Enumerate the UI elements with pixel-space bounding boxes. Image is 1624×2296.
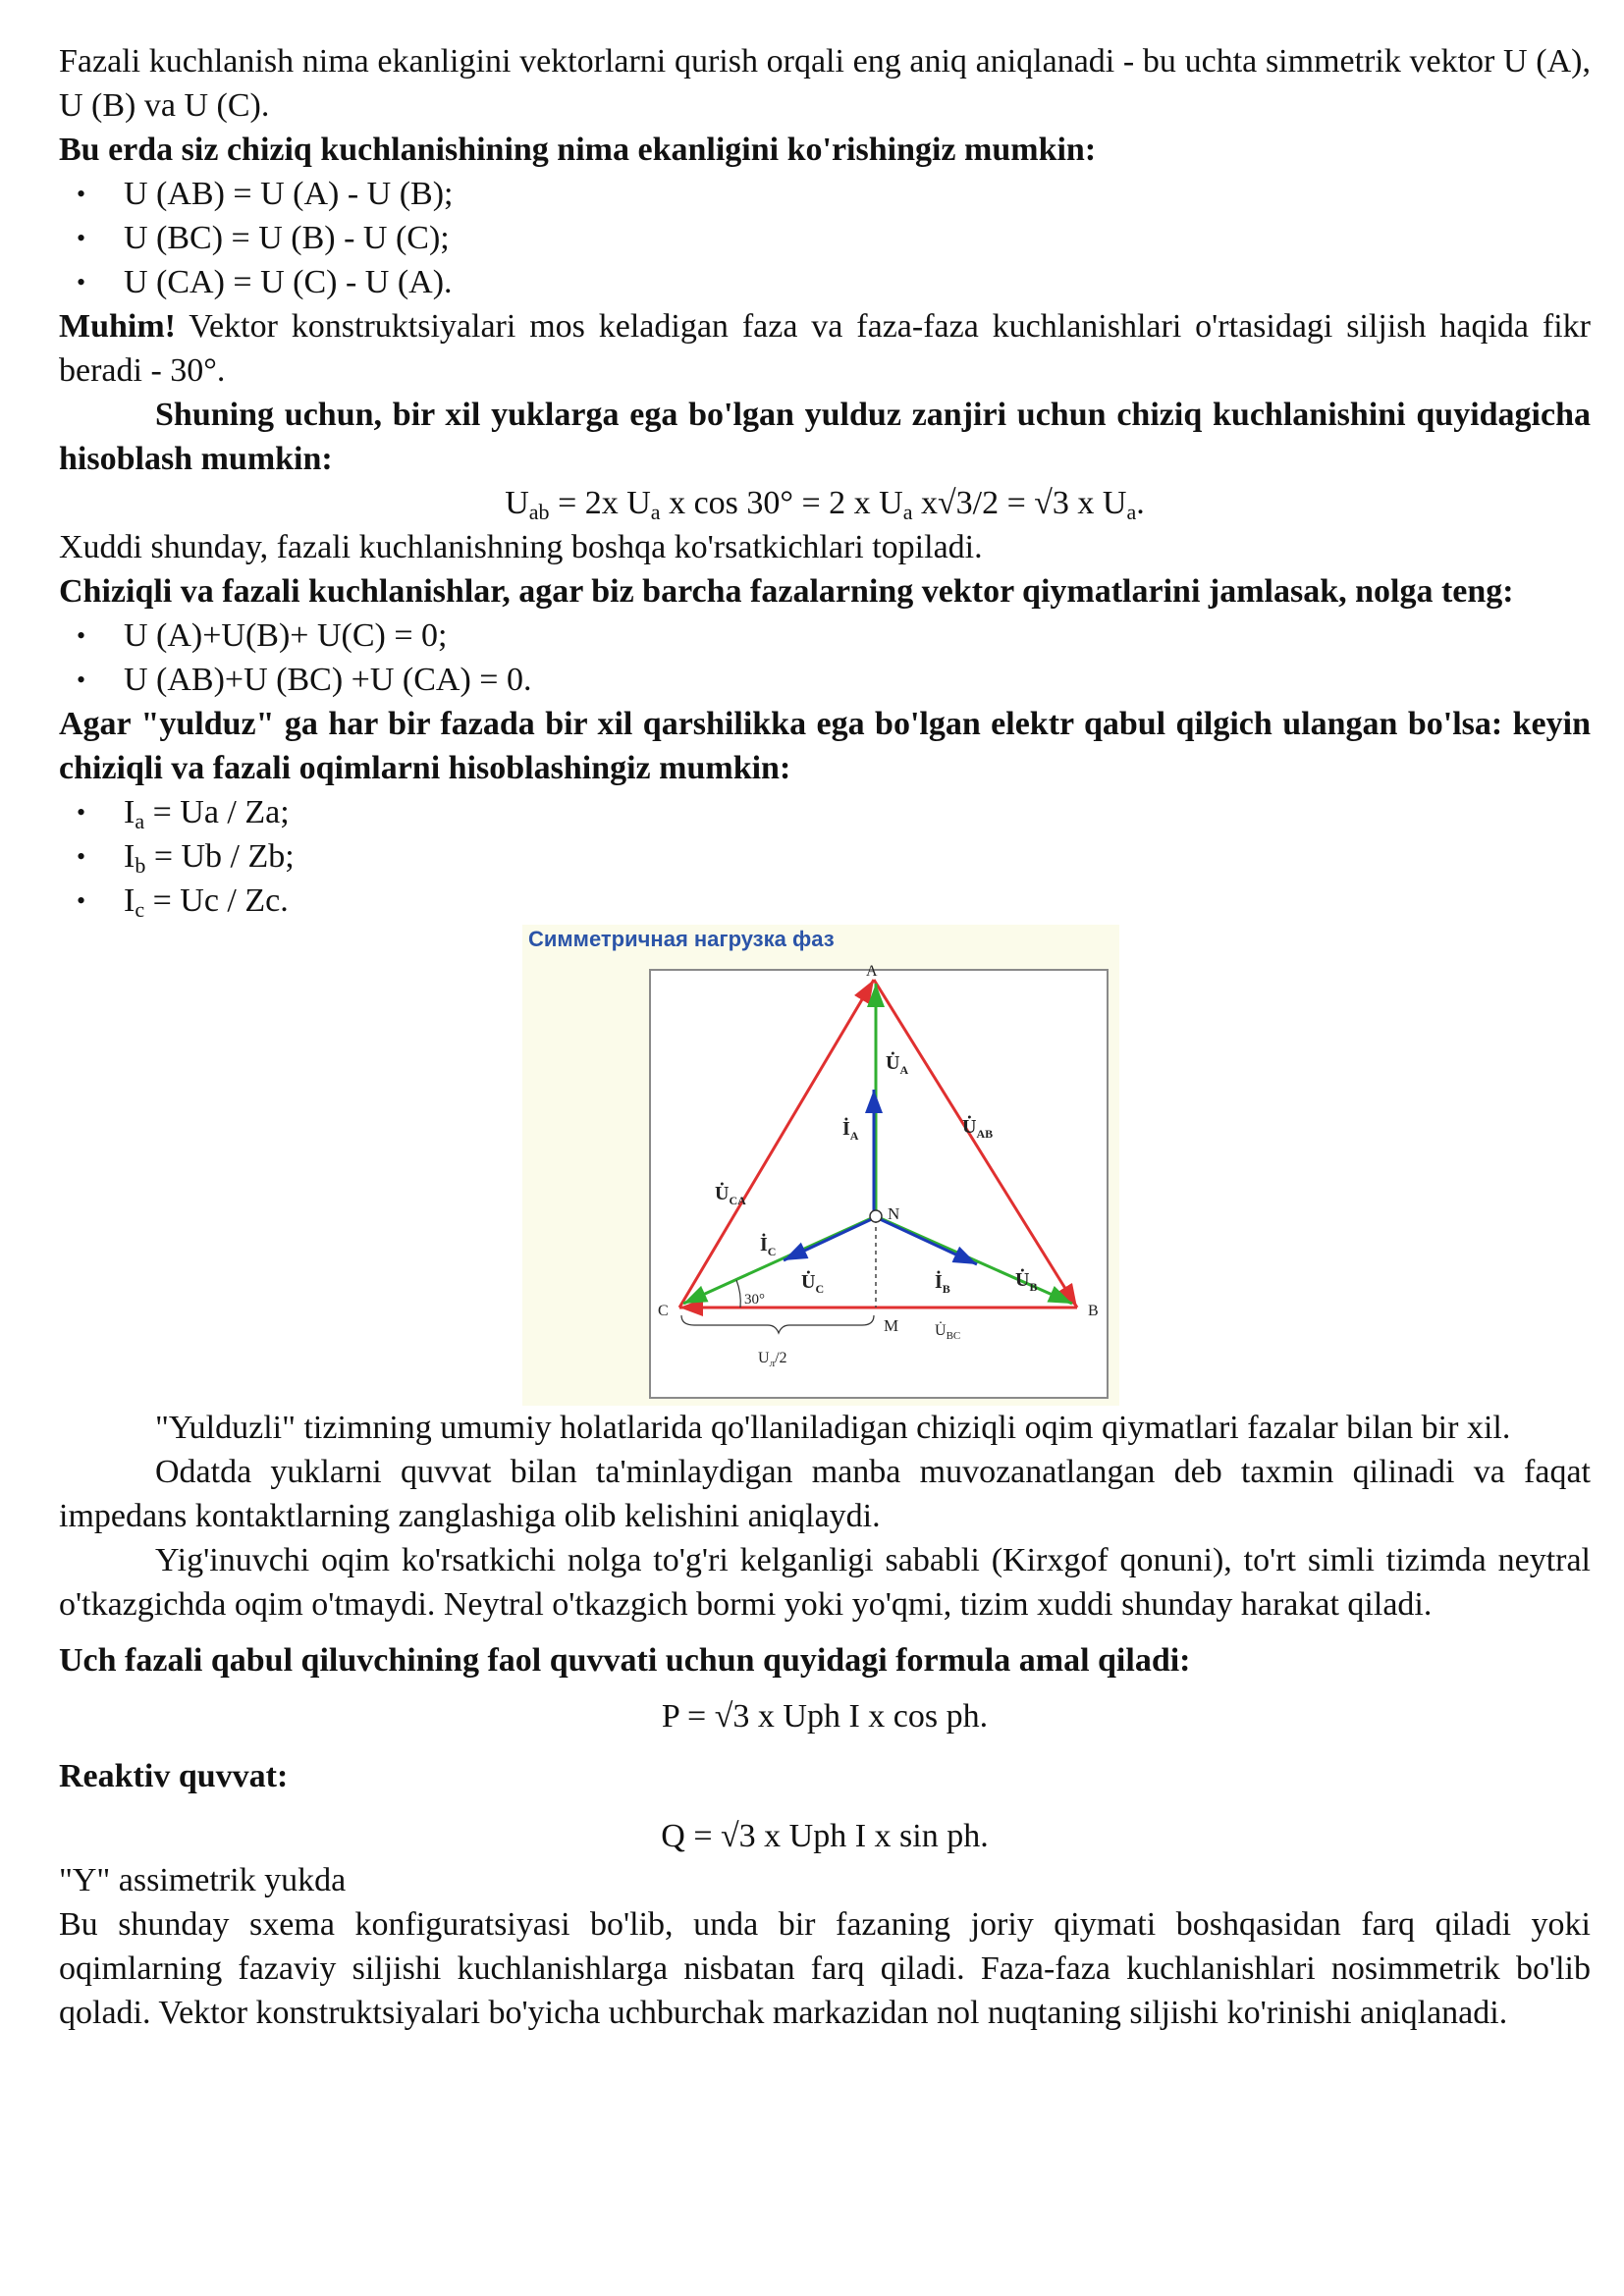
heading-active-power: Uch fazali qabul qiluvchining faol quvvati uchun quyidagi formula amal qiladi: (59, 1642, 1191, 1679)
paragraph-phase-voltage: Fazali kuchlanish nima ekanligini vektorlarni qurish orqali eng aniq aniqlanadi - bu uchta simmetrik vektor U (A), U (B) va U (C). (59, 43, 1591, 124)
label-a: A (866, 963, 878, 980)
paragraph-star-currents: "Yulduzli" tizimning umumiy holatlarida qo'llaniladigan chiziqli oqim qiymatlari fazalar bilan bir xil. (155, 1410, 1511, 1446)
paragraph-asymmetric-title: "Y" assimetrik yukda (59, 1862, 347, 1898)
symmetric-load-diagram (522, 925, 1119, 1406)
label-ubc: $U̇_{BC}$ (935, 1322, 961, 1342)
heading-vector-sum: Chiziqli va fazali kuchlanishlar, agar biz barcha fazalarning vektor qiymatlarini jamlasak, nolga teng: (59, 573, 1514, 610)
label-ic: $İ_C$ (760, 1234, 777, 1258)
formula-line-voltage: $U_{ab} = 2x$ $U_a$ x cos 30° = 2 x $U_a$ x√3/2 = √3 x $U_a$. (505, 485, 1145, 524)
list-item: • U (BC) = U (B) - U (C); (59, 216, 1591, 260)
list-item: • U (AB)+U (BC) +U (CA) = 0. (59, 658, 1591, 702)
label-uca: $U̇_{CA}$ (715, 1183, 746, 1207)
list-item: • U (AB) = U (A) - U (B); (59, 172, 1591, 216)
list-currents (59, 790, 1591, 923)
figure-container (59, 925, 1591, 1406)
label-half: $U_л/2$ (758, 1350, 787, 1369)
paragraph-similarly: Xuddi shunday, fazali kuchlanishning boshqa ko'rsatkichlari topiladi. (59, 529, 983, 565)
list-item: • $I_c = Uc / Zc$. (59, 879, 1591, 923)
list-line-voltages (59, 172, 1591, 304)
label-n: N (888, 1204, 900, 1223)
important-text: Vektor konstruktsiyalari mos keladigan faza va faza-faza kuchlanishlari o'rtasidagi siljish haqida fikr beradi - 30°. (59, 308, 1591, 389)
formula-active-power: P = √3 x Uph I x cos ph. (661, 1698, 989, 1735)
label-b: B (1088, 1303, 1099, 1319)
label-c: C (658, 1303, 669, 1319)
label-ub: $U̇_B$ (1015, 1269, 1038, 1294)
label-ua: $U̇_A$ (886, 1052, 909, 1077)
heading-line-voltage: Bu erda siz chiziq kuchlanishining nima ekanligini ko'rishingiz mumkin: (59, 132, 1097, 168)
list-item: • U (CA) = U (C) - U (A). (59, 260, 1591, 304)
label-angle: 30° (744, 1292, 765, 1308)
label-uc: $U̇_C$ (801, 1271, 825, 1296)
paragraph-important (59, 304, 1591, 393)
important-label: Muhim! (59, 308, 176, 345)
label-ia: $İ_A$ (842, 1118, 859, 1143)
label-ib: $İ_B$ (935, 1271, 950, 1296)
paragraph-neutral: Yig'inuvchi oqim ko'rsatkichi nolga to'g'ri kelganligi sababli (Kirxgof qonuni), to'rt simli tizimda neytral o'tkazgichda oqim o'tmaydi. Neytral o'tkazgich bormi yoki yo'qmi, tizim xuddi shunday harakat qiladi. (59, 1542, 1591, 1623)
list-vector-sums (59, 614, 1591, 702)
list-item: • $I_b = Ub / Zb$; (59, 834, 1591, 879)
heading-star-calc: Shuning uchun, bir xil yuklarga ega bo'lgan yulduz zanjiri uchun chiziq kuchlanishini quyidagicha hisoblash mumkin: (59, 397, 1591, 477)
heading-currents: Agar "yulduz" ga har bir fazada bir xil qarshilikka ega bo'lgan elektr qabul qilgich ulangan bo'lsa: keyin chiziqli va fazali oqimlarni hisoblashingiz mumkin: (59, 706, 1591, 786)
formula-reactive-power: Q = √3 x Uph I x sin ph. (661, 1818, 989, 1854)
list-item: • U (A)+U(B)+ U(C) = 0; (59, 614, 1591, 658)
document-page (59, 39, 1591, 2035)
paragraph-balanced-source: Odatda yuklarni quvvat bilan ta'minlaydigan manba muvozanatlangan deb taxmin qilinadi va faqat impedans kontaktlarning zanglashiga olib kelishini aniqlaydi. (59, 1454, 1591, 1534)
label-uab: $U̇_{AB}$ (962, 1116, 994, 1141)
heading-reactive-power: Reaktiv quvvat: (59, 1758, 289, 1794)
neutral-point (870, 1210, 882, 1222)
list-item: • $I_a = Ua / Za$; (59, 790, 1591, 834)
paragraph-asymmetric: Bu shunday sxema konfiguratsiyasi bo'lib, unda bir fazaning joriy qiymati boshqasidan farq qiladi yoki oqimlarning fazaviy siljishi kuchlanishlarga nisbatan farq qiladi. Faza-faza kuchlanishlari nosimmetrik bo'lib qoladi. Vektor konstruktsiyalari bo'yicha uchburchak markazidan nol nuqtaning siljishi ko'rinishi aniqlanadi. (59, 1906, 1591, 2031)
figure-title: Симметричная нагрузка фаз (528, 927, 835, 951)
label-m: M (884, 1316, 899, 1335)
